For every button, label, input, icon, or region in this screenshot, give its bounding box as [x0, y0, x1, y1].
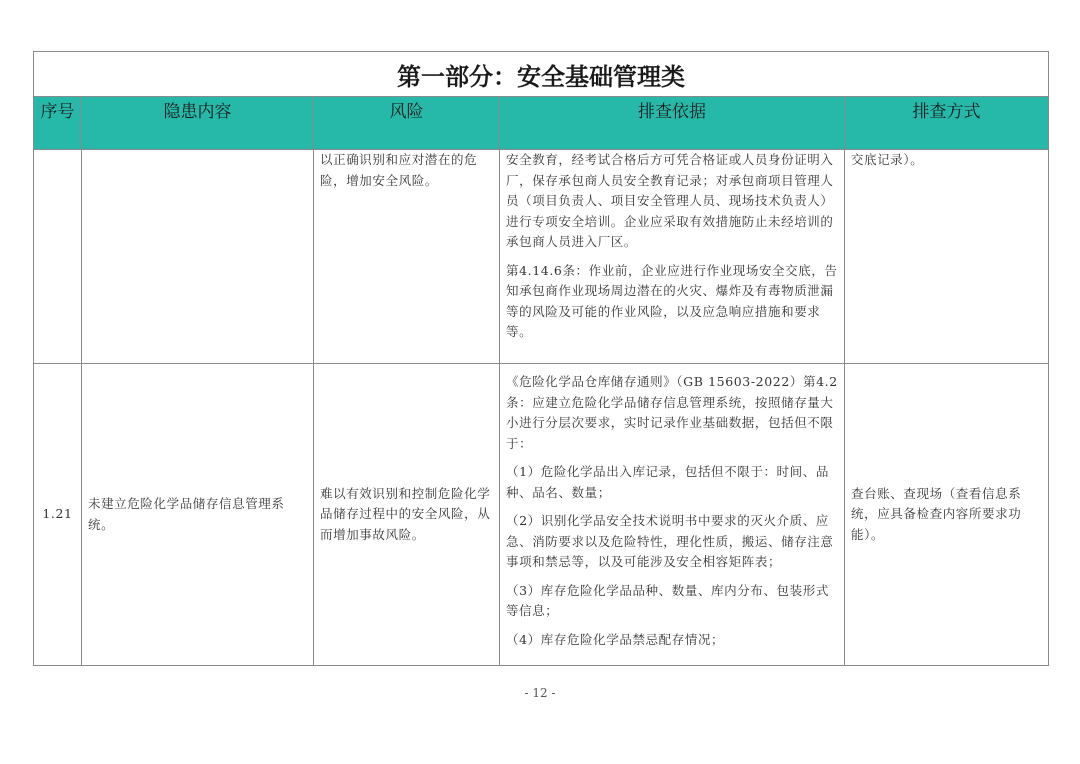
- row1-no-cell: [34, 150, 82, 364]
- row2-content-cell: [82, 364, 314, 666]
- row2-method-text: 查台账、查现场（查看信息系统，应具备检查内容所要求功能）。: [851, 485, 1022, 542]
- row1-risk-cell: [314, 150, 500, 364]
- row2-content-text: 未建立危险化学品储存信息管理系统。: [88, 496, 285, 532]
- row2-basis-cell: [500, 364, 845, 666]
- row2-basis-para: （4）库存危险化学品禁忌配存情况；: [506, 631, 725, 647]
- row2-basis-para: （1）危险化学品出入库记录，包括但不限于：时间、品种、品名、数量；: [506, 464, 829, 500]
- row2-basis-para: （3）库存危险化学品品种、数量、库内分布、包装形式等信息；: [506, 582, 829, 618]
- row1-risk-text: 以正确识别和应对潜在的危险，增加安全风险。: [320, 152, 478, 188]
- table-row: [34, 150, 1049, 364]
- row1-method-text: 交底记录）。: [851, 152, 924, 167]
- page-number: - 12 -: [524, 686, 556, 700]
- table-row: [34, 364, 1049, 666]
- header-method: 排查方式: [845, 97, 1049, 150]
- table-title: 第一部分：安全基础管理类: [34, 52, 1049, 97]
- row1-basis-para: 安全教育，经考试合格后方可凭合格证或人员身份证明入厂，保存承包商人员安全教育记录；对承包商项目管理人员（项目负责人、项目安全管理人员、现场技术负责人）进行专项安全培训。企业应采取有效措施防止未经培训的承包商人员进入厂区。: [506, 152, 834, 249]
- row1-method-cell: [845, 150, 1049, 364]
- row2-basis-para: （2）识别化学品安全技术说明书中要求的灭火介质、应急、消防要求以及危险特性，理化性质，搬运、储存注意事项和禁忌等，以及可能涉及安全相容矩阵表；: [506, 513, 834, 569]
- row1-basis-para: 第4.14.6条：作业前，企业应进行作业现场安全交底，告知承包商作业现场周边潜在的火灾、爆炸及有毒物质泄漏等的风险及可能的作业风险，以及应急响应措施和要求等。: [506, 262, 838, 339]
- row2-no: 1.21: [42, 506, 73, 522]
- header-row: [34, 97, 1049, 150]
- hazard-table: [33, 51, 1049, 666]
- row2-basis-para: 《危险化学品仓库储存通则》（GB 15603-2022）第4.2条：应建立危险化学品储存信息管理系统，按照储存量大小进行分层次要求，实时记录作业基础数据，包括但不限于：: [506, 374, 838, 451]
- row1-basis-cell: [500, 150, 845, 364]
- row2-risk-cell: [314, 364, 500, 666]
- header-no: 序号: [34, 97, 82, 150]
- header-content: 隐患内容: [82, 97, 314, 150]
- row1-content-cell: [82, 150, 314, 364]
- header-basis: 排查依据: [500, 97, 845, 150]
- row2-risk-text: 难以有效识别和控制危险化学品储存过程中的安全风险，从而增加事故风险。: [320, 485, 491, 542]
- row2-no-cell: [34, 364, 82, 666]
- header-risk: 风险: [314, 97, 500, 150]
- row2-method-cell: [845, 364, 1049, 666]
